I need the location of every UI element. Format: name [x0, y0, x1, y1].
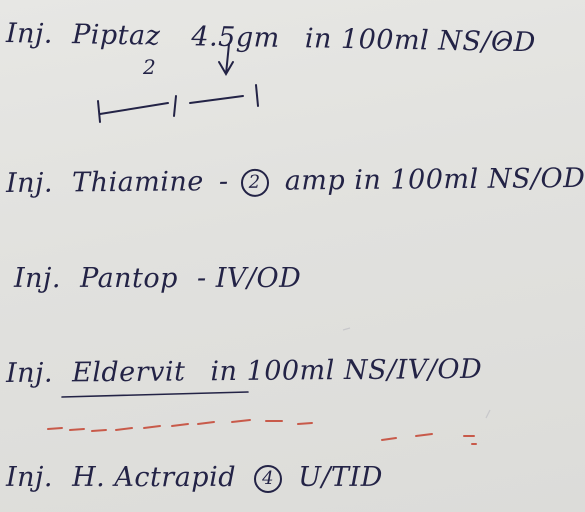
- drug-name: H. Actrapid: [72, 462, 236, 493]
- drug-details: in 100ml NS/IV/OD: [210, 353, 483, 388]
- measure-mark: [98, 85, 258, 122]
- drug-details: U/TID: [298, 462, 383, 493]
- order-prefix: Inj.: [5, 357, 54, 389]
- drug-dose-circled: 4: [254, 465, 282, 493]
- red-dash-underline: [48, 420, 476, 444]
- drug-details: amp in 100ml NS/OD: [284, 162, 585, 197]
- drug-details: - IV/OD: [197, 263, 302, 294]
- drug-name: Thiamine: [71, 166, 204, 199]
- order-prefix: Inj.: [6, 462, 54, 493]
- pen-tick: [498, 39, 510, 44]
- drug-name: Piptaz: [71, 19, 161, 52]
- dash: -: [218, 166, 229, 198]
- drug-details: in 100ml NS/OD: [304, 23, 537, 59]
- order-prefix: Inj.: [5, 167, 54, 199]
- ghost-marks: [343, 328, 490, 418]
- drug-subscript: 2: [143, 55, 156, 79]
- order-prefix: Inj.: [14, 263, 62, 294]
- arrow-down-icon: [219, 44, 233, 74]
- drug-name: Eldervit: [71, 356, 186, 389]
- drug-dose-circled: 2: [241, 169, 269, 197]
- drug-dose: 4.5gm: [191, 21, 281, 54]
- pen-underline: [62, 392, 248, 397]
- drug-name: Pantop: [80, 263, 178, 294]
- order-prefix: Inj.: [5, 18, 54, 50]
